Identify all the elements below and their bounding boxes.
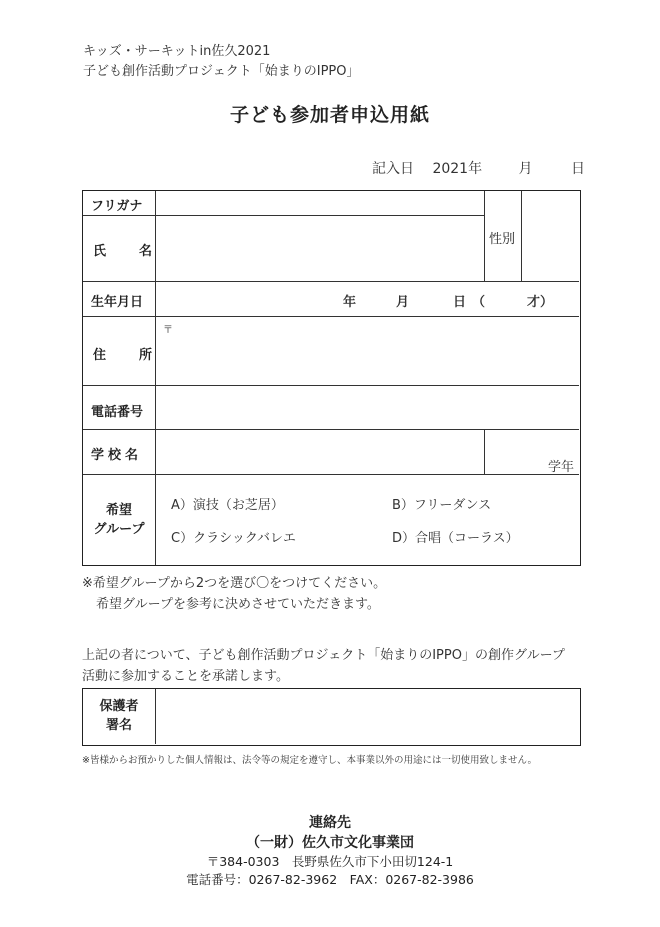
guardian-label — [83, 697, 155, 735]
group-label-line2: グループ — [93, 522, 145, 537]
group-label — [83, 501, 155, 539]
application-form — [82, 190, 581, 566]
birthday-month-unit: 月 — [396, 295, 410, 310]
name-field[interactable] — [156, 216, 484, 281]
guardian-label-line2: 署名 — [105, 718, 132, 733]
phone-label: 電話番号 — [91, 405, 144, 420]
contact-address: 〒384-0303 長野県佐久市下小田切124-1 — [206, 854, 454, 869]
project-name: 子ども創作活動プロジェクト「始まりのIPPO」 — [83, 64, 360, 79]
entry-date — [372, 158, 585, 178]
furigana-label: フリガナ — [91, 199, 143, 214]
entry-date-month: 月 — [518, 161, 533, 177]
birthday-year-unit: 年 — [343, 295, 357, 310]
birthday-age-unit: 才） — [527, 295, 554, 310]
consent-text — [82, 645, 565, 687]
entry-date-day: 日 — [571, 161, 585, 177]
guardian-label-line1: 保護者 — [99, 699, 139, 714]
address-label: 住 所 — [93, 348, 163, 363]
divider — [484, 191, 485, 281]
contact-heading: 連絡先 — [309, 815, 351, 831]
option-a[interactable]: A）演技（お芝居） — [171, 498, 284, 513]
group-label-line1: 希望 — [105, 503, 132, 518]
postal-mark: 〒 — [163, 325, 173, 336]
consent-line2: 活動に参加することを承諾します。 — [82, 669, 289, 684]
option-b[interactable]: B）フリーダンス — [392, 498, 492, 513]
option-d[interactable]: D）合唱（コーラス） — [392, 531, 519, 546]
birthday-field[interactable] — [156, 282, 579, 316]
contact-phone: 電話番号：0267-82-3962 FAX：0267-82-3986 — [186, 872, 474, 887]
gender-label: 性別 — [489, 232, 516, 247]
address-field[interactable] — [156, 317, 579, 385]
guardian-signature-box — [82, 688, 581, 746]
name-label: 氏 名 — [93, 244, 163, 259]
phone-field[interactable] — [156, 386, 579, 429]
birthday-day-unit: 日（ — [453, 295, 492, 310]
event-name: キッズ・サーキットin佐久2021 — [83, 44, 271, 59]
divider — [83, 474, 579, 475]
gender-field[interactable] — [522, 191, 579, 281]
instruction-note-2: 希望グループを参考に決めさせていただきます。 — [96, 597, 380, 612]
birthday-label: 生年月日 — [91, 295, 144, 310]
school-field[interactable] — [156, 430, 484, 474]
guardian-signature-field[interactable] — [156, 689, 579, 744]
furigana-field[interactable] — [156, 191, 484, 215]
entry-date-label: 記入日 — [372, 161, 414, 177]
page-title: 子ども参加者申込用紙 — [229, 104, 430, 126]
school-label: 学校名 — [91, 448, 143, 463]
entry-date-year: 2021年 — [432, 161, 483, 177]
consent-line1: 上記の者について、子ども創作活動プロジェクト「始まりのIPPO」の創作グループ — [82, 648, 565, 663]
grade-suffix: 学年 — [548, 460, 575, 475]
privacy-note: ※皆様からお預かりした個人情報は、法令等の規定を遵守し、本事業以外の用途には一切使用致しません。 — [82, 755, 538, 766]
option-c[interactable]: C）クラシックバレエ — [171, 531, 297, 546]
contact-organization: （一財）佐久市文化事業団 — [246, 835, 414, 851]
instruction-note: ※希望グループから2つを選び〇をつけてください。 — [82, 576, 387, 591]
header — [83, 42, 360, 82]
